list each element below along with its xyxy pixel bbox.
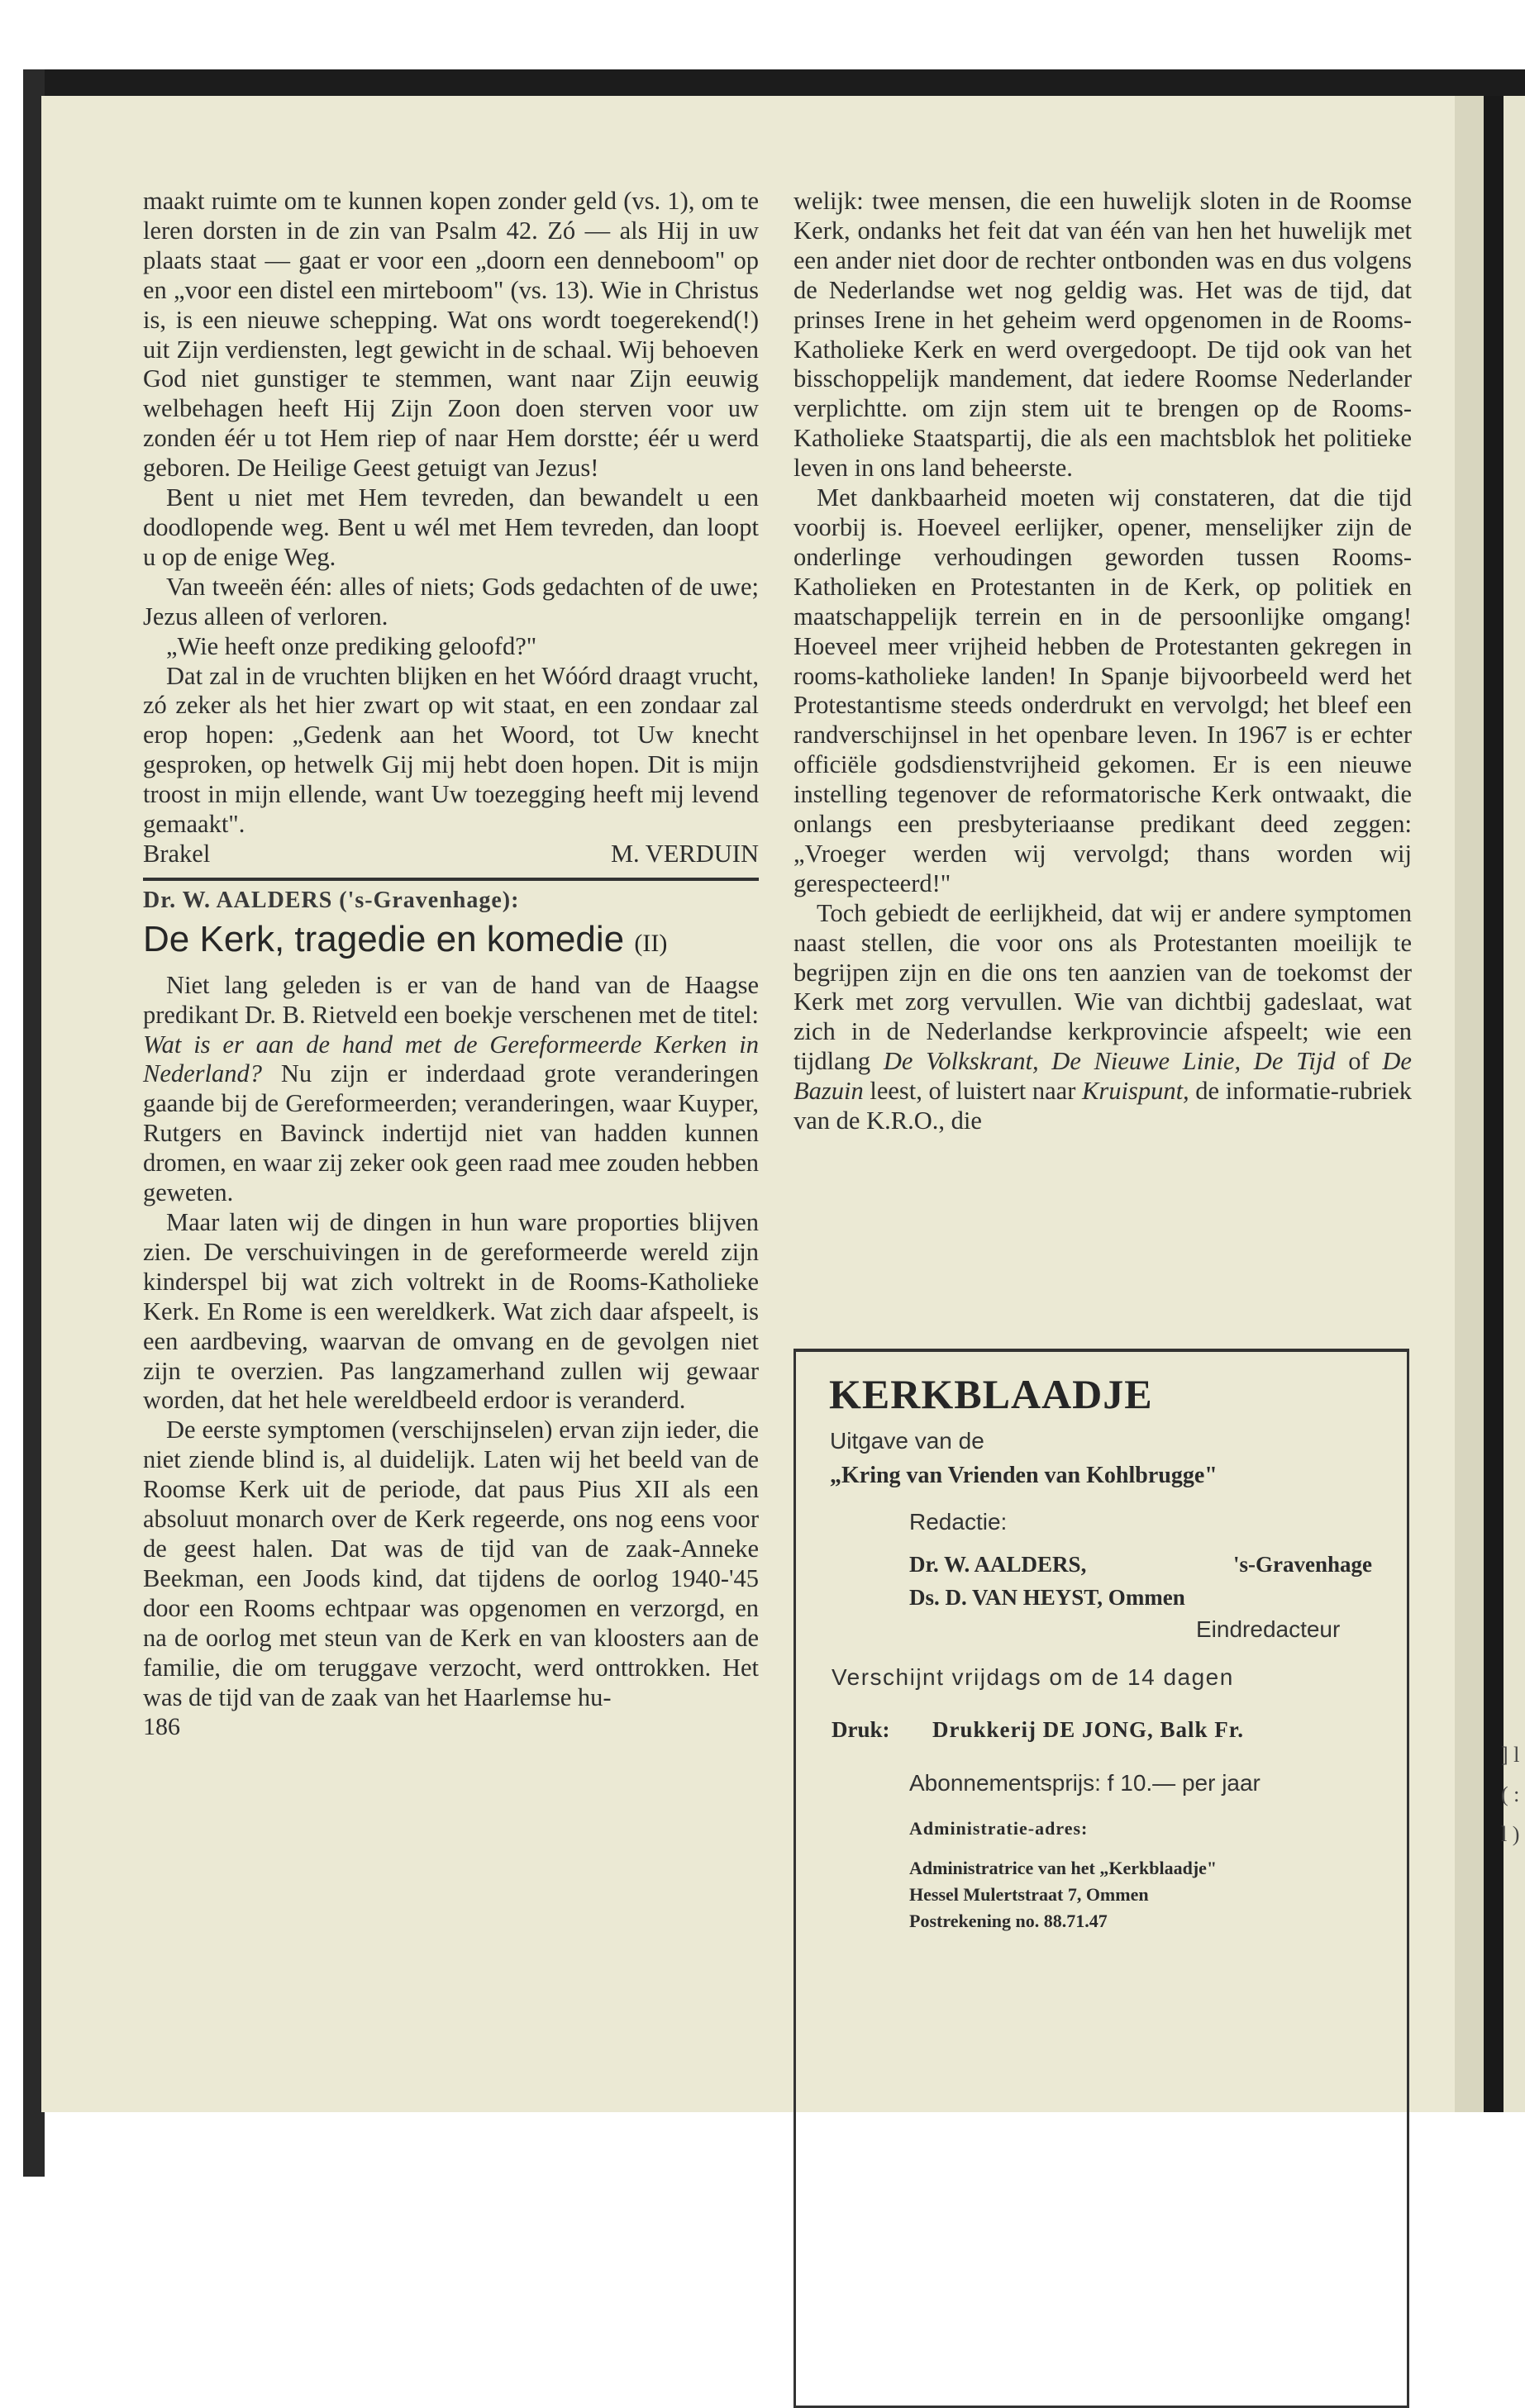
- left-para-3: Van tweeën één: alles of niets; Gods gedachten of de uwe; Jezus alleen of verloren.: [143, 572, 759, 631]
- colophon-verschijnt: Verschijnt vrijdags om de 14 dagen: [832, 1664, 1234, 1690]
- right-para-3-post: de informatie-rubriek van de K.R.O., die: [793, 1077, 1412, 1135]
- article-part: (II): [634, 929, 668, 957]
- colophon-kring: „Kring van Vrienden van Kohlbrugge": [830, 1463, 1218, 1488]
- colophon-redacteur-1: [909, 1552, 1372, 1578]
- next-page-glyphs: ] l ( : l ): [1501, 1743, 1520, 1846]
- right-para-2: Met dankbaarheid moeten wij constateren, dat die tijd voorbij is. Hoeveel eerlijker, opener, menselijker zijn de onderlinge verhoudingen geworden tussen Rooms-Katholieken en Protestanten in de Kerk, op politiek en maatschappelijk terrein en in de persoonlijke omgang! Hoeveel meer vrijheid hebben de Protestanten gekregen in rooms-katholieke landen! In Spanje bijvoorbeeld werd het Protestantisme steeds onderdrukt en vervolgd; het bleef een randverschijnsel in het openbare leven. In 1967 is er echter officiële godsdienstvrijheid gekomen. Er is een nieuwe instelling tegenover de reformatorische Kerk ontwaakt, die onlangs een presbyteriaanse predikant deed zeggen: „Vroeger werden wij vervolgd; thans worden wij gerespecteerd!": [793, 483, 1412, 897]
- right-para-3-pre: Toch gebiedt de eerlijkheid, dat wij er andere symptomen naast stellen, die voor ons als Protestanten moeilijk te begrijpen zijn en die ons ten aanzien van de toekomst der Kerk met zorg vervullen. Wie van dichtbij gadeslaat, wat zich in de Nederlandse kerkprovincie afspeelt; wie een tijdlang: [793, 898, 1412, 1076]
- colophon-admin-line-3: Postrekening no. 88.71.47: [909, 1911, 1108, 1931]
- signature-place: Brakel: [143, 839, 211, 868]
- newspaper-titles: De Volkskrant, De Nieuwe Linie, De Tijd: [883, 1047, 1336, 1076]
- article-author: Dr. W. AALDERS ('s-Gravenhage):: [143, 887, 520, 913]
- colophon-abonnement: Abonnementsprijs: f 10.— per jaar: [909, 1770, 1261, 1796]
- book-title: Wat is er aan de hand met de Gereformeerde Kerken in Nederland?: [143, 1030, 759, 1088]
- colophon-druk-label: Druk:: [832, 1717, 890, 1742]
- colophon-redacteur-2: Ds. D. VAN HEYST, Ommen: [909, 1585, 1185, 1610]
- left-para-4: „Wie heeft onze prediking geloofd?": [166, 631, 537, 660]
- colophon-admin-line-1: Administratrice van het „Kerkblaadje": [909, 1858, 1218, 1878]
- left-para-2: Bent u niet met Hem tevreden, dan bewandelt u een doodlopende weg. Bent u wél met Hem tevreden, dan loopt u op de enige Weg.: [143, 483, 759, 571]
- signature-name: M. VERDUIN: [610, 839, 759, 868]
- article-para-1-pre: Niet lang geleden is er van de hand van de Haagse predikant Dr. B. Rietveld een boekje verschenen met de titel:: [143, 970, 759, 1029]
- redacteur-1-name: Dr. W. AALDERS,: [909, 1552, 1087, 1577]
- colophon-uitgave: Uitgave van de: [830, 1428, 984, 1454]
- right-para-3-mid2: leest, of luistert naar: [863, 1077, 1083, 1106]
- article-para-2: Maar laten wij de dingen in hun ware proporties blijven zien. De verschuivingen in de gereformeerde wereld zijn kinderspel bij wat zich voltrekt in de Rooms-Katholieke Kerk. En Rome is een wereldkerk. Wat zich daar afspeelt, is een aardbeving, waarvan de omvang en de gevolgen niet zijn te overzien. Pas langzamerhand zullen wij gewaar worden, dat het hele wereldbeeld erdoor is veranderd.: [143, 1208, 759, 1415]
- colophon-eindredacteur: Eindredacteur: [1196, 1616, 1341, 1642]
- colophon-redactie-label: Redactie:: [909, 1509, 1008, 1535]
- article-para-3: De eerste symptomen (verschijnselen) ervan zijn ieder, die niet ziende blind is, al duidelijk. Laten wij het beeld van de Roomse Kerk uit de periode, dat paus Pius XII als een absoluut monarch over de Kerk regeerde, ons nog eens voor de geest halen. Dat was de tijd van de zaak-Anneke Beekman, een Joods kind, dat tijdens de oorlog 1940-'45 door een Rooms echtpaar was opgenomen en verzorgd, en na de oorlog met steun van de Kerk en van kloosters aan de familie, die om teruggave verzocht, werd onttrokken. Het was de tijd van de zaak van het Haarlemse hu-: [143, 1416, 759, 1711]
- right-para-3: [793, 899, 1412, 1136]
- article-title: [143, 917, 759, 966]
- colophon-admin-label: Administratie-adres:: [909, 1818, 1089, 1839]
- newspaper-bazuin: De Bazuin: [793, 1047, 1412, 1106]
- colophon-title: KERKBLAADJE: [829, 1371, 1153, 1417]
- section-divider: [143, 878, 759, 881]
- article-para-1: [143, 971, 759, 1208]
- scan-top-bar: [23, 69, 1525, 96]
- colophon-druk-value: Drukkerij DE JONG, Balk Fr.: [932, 1717, 1245, 1742]
- right-para-3-mid: of: [1335, 1047, 1383, 1076]
- redacteur-1-place: 's-Gravenhage: [1233, 1552, 1372, 1577]
- left-column: [143, 187, 759, 1742]
- right-para-1: welijk: twee mensen, die een huwelijk sloten in de Roomse Kerk, ondanks het feit dat van één van hen het huwelijk met een ander niet door de rechter ontbonden was en dus volgens de Nederlandse wet nog geldig was. Het was de tijd, dat prinses Irene in het geheim werd opgenomen in de Rooms-Katholieke Kerk en werd overgedoopt. De tijd ook van het bisschoppelijk mandement, dat iedere Roomse Nederlander verplichtte. om zijn stem uit te brengen op de Rooms-Katholieke Staatspartij, die als een machtsblok het politieke leven in ons land beheerste.: [793, 187, 1412, 483]
- page-number: 186: [143, 1713, 180, 1741]
- article-para-1-post: Nu zijn er inderdaad grote veranderingen gaande bij de Gereformeerden; veranderingen, waar Kuyper, Rutgers en Bavinck indertijd niet van hadden kunnen dromen, en waar zij zeker ook geen raad mee zouden hebben geweten.: [143, 1059, 759, 1207]
- article-title-text: De Kerk, tragedie en komedie: [143, 918, 625, 959]
- radio-program: Kruispunt,: [1082, 1077, 1189, 1106]
- left-para-5: Dat zal in de vruchten blijken en het Wóórd draagt vrucht, zó zeker als het hier zwart op wit staat, en een zondaar zal erop hopen: „Gedenk aan het Woord, tot Uw knecht gesproken, op hetwelk Gij mij hebt doen hopen. Dit is mijn troost in mijn ellende, want Uw toezegging heeft mij levend gemaakt".: [143, 661, 759, 839]
- right-column: [793, 187, 1412, 1136]
- colophon-admin-line-2: Hessel Mulertstraat 7, Ommen: [909, 1884, 1149, 1905]
- left-para-1: maakt ruimte om te kunnen kopen zonder geld (vs. 1), om te leren dorsten in de zin van Psalm 42. Zó — als Hij in uw plaats staat — gaat er voor een „doorn een denneboom" op en „voor een distel een mirteboom" (vs. 13). Wie in Christus is, is een nieuwe schepping. Wat ons wordt toegerekend(!) uit Zijn verdiensten, legt gewicht in de schaal. Wij behoeven God niet gunstiger te stemmen, want naar Zijn eeuwig welbehagen heeft Hij Zijn Zoon doen sterven voor uw zonden éér u tot Hem riep of naar Hem dorstte; éér u werd geboren. De Heilige Geest getuigt van Jezus!: [143, 187, 759, 483]
- signature: [143, 840, 759, 869]
